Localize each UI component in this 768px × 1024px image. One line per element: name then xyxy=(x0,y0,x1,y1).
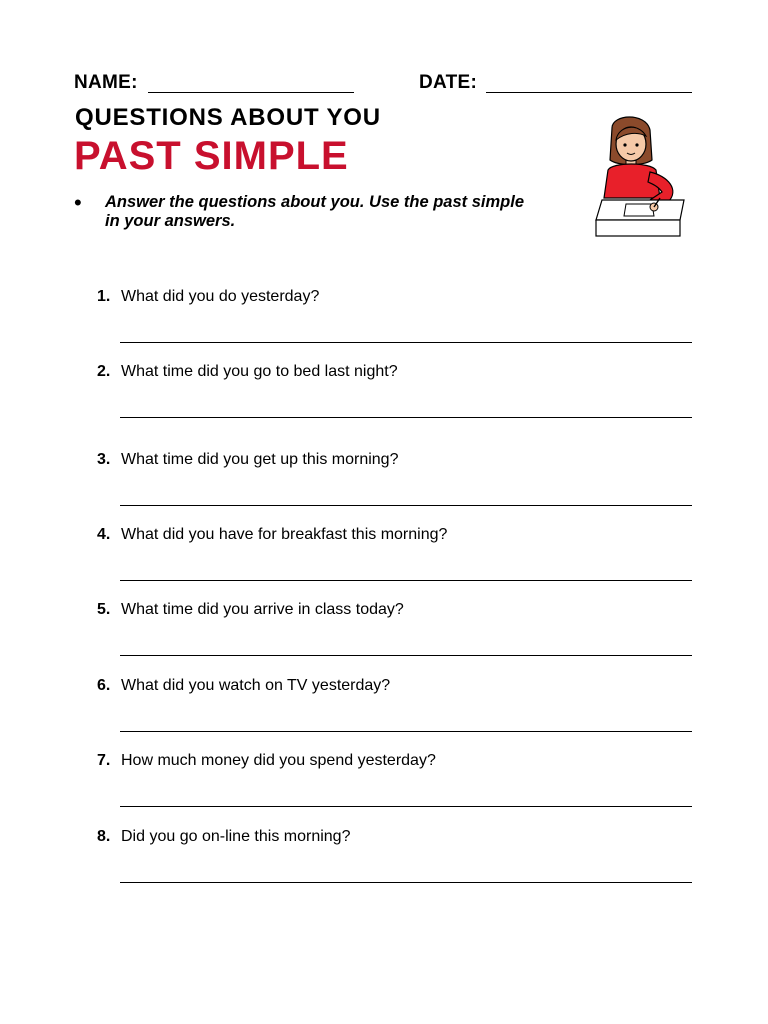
question-text: What did you have for breakfast this morning? xyxy=(121,526,448,543)
answer-line[interactable] xyxy=(120,342,692,343)
answer-line[interactable] xyxy=(120,580,692,581)
name-field[interactable] xyxy=(148,92,354,93)
question-text: What did you watch on TV yesterday? xyxy=(121,677,391,694)
question-item xyxy=(0,526,768,586)
question-text: What did you do yesterday? xyxy=(121,288,320,305)
question-number: 1. xyxy=(97,288,111,305)
question-item xyxy=(0,752,768,812)
question-item xyxy=(0,677,768,737)
girl-writing-at-desk-icon xyxy=(588,112,688,242)
worksheet-subtitle: QUESTIONS ABOUT YOU xyxy=(75,104,381,131)
question-text: What time did you arrive in class today? xyxy=(121,601,404,618)
question-number: 6. xyxy=(97,677,111,694)
question-text: What time did you go to bed last night? xyxy=(121,363,398,380)
header-fields xyxy=(74,72,694,98)
bullet-icon: • xyxy=(74,190,82,215)
question-item xyxy=(0,601,768,661)
name-label: NAME: xyxy=(74,72,138,93)
question-number: 5. xyxy=(97,601,111,618)
question-item xyxy=(0,288,768,348)
instruction-text: Answer the questions about you. Use the past simple in your answers. xyxy=(105,193,524,230)
answer-line[interactable] xyxy=(120,417,692,418)
worksheet-title: PAST SIMPLE xyxy=(74,134,349,178)
question-item xyxy=(0,828,768,888)
date-label: DATE: xyxy=(419,72,478,93)
answer-line[interactable] xyxy=(120,806,692,807)
question-number: 4. xyxy=(97,526,111,543)
answer-line[interactable] xyxy=(120,731,692,732)
answer-line[interactable] xyxy=(120,655,692,656)
question-number: 3. xyxy=(97,451,111,468)
question-number: 8. xyxy=(97,828,111,845)
question-number: 7. xyxy=(97,752,111,769)
date-field[interactable] xyxy=(486,92,692,93)
question-text: Did you go on-line this morning? xyxy=(121,828,351,845)
question-number: 2. xyxy=(97,363,111,380)
question-text: How much money did you spend yesterday? xyxy=(121,752,436,769)
question-text: What time did you get up this morning? xyxy=(121,451,399,468)
answer-line[interactable] xyxy=(120,882,692,883)
question-item xyxy=(0,451,768,511)
question-item xyxy=(0,363,768,423)
answer-line[interactable] xyxy=(120,505,692,506)
